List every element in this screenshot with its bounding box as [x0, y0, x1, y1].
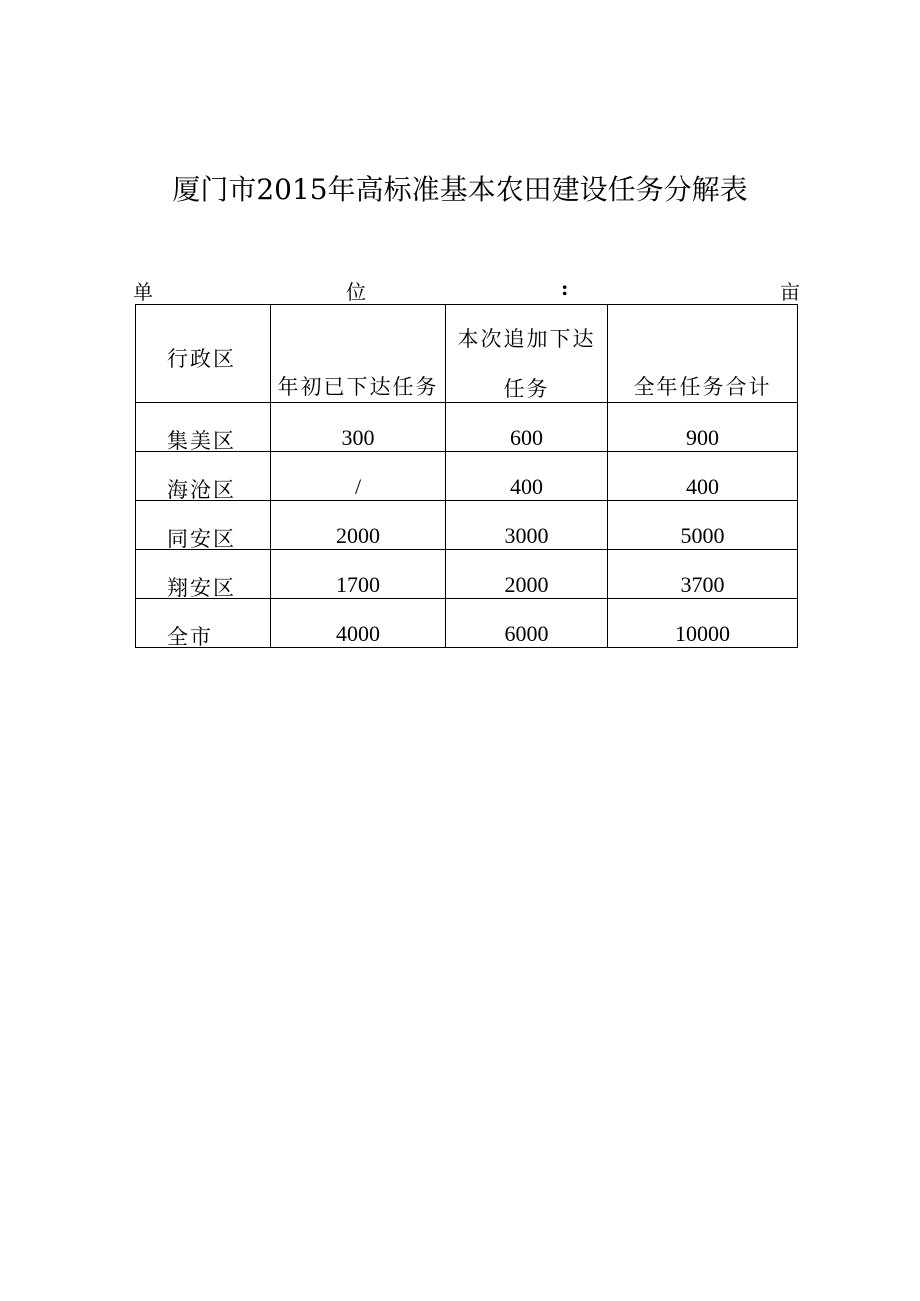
header-additional-line1: 本次追加下达 [457, 327, 596, 351]
cell-region [136, 501, 271, 550]
additional-value: 3000 [504, 523, 549, 548]
cell-additional [446, 599, 608, 648]
additional-value: 400 [510, 474, 543, 499]
table-row [136, 452, 798, 501]
cell-region [136, 550, 271, 599]
total-value: 400 [686, 474, 719, 499]
unit-colon: : [561, 276, 569, 300]
unit-value: 亩 [780, 280, 800, 304]
total-value: 10000 [675, 621, 730, 646]
additional-value: 600 [510, 425, 543, 450]
header-total: 全年任务合计 [633, 375, 772, 399]
cell-additional [446, 550, 608, 599]
additional-value: 2000 [504, 572, 549, 597]
document-title: 厦门市2015年高标准基本农田建设任务分解表 [172, 173, 748, 206]
table-row-total [136, 599, 798, 648]
unit-label-char-2: 位 [346, 280, 366, 304]
start-value: / [354, 474, 362, 499]
cell-start [271, 501, 446, 550]
additional-value: 6000 [504, 621, 549, 646]
cell-additional [446, 501, 608, 550]
cell-region [136, 599, 271, 648]
header-additional-line2: 任务 [503, 377, 550, 401]
region-name: 集美区 [167, 429, 236, 453]
header-cell-start [271, 305, 446, 403]
header-cell-total [608, 305, 798, 403]
cell-total [608, 550, 798, 599]
unit-label-char-1: 单 [133, 280, 153, 304]
header-region: 行政区 [167, 347, 236, 371]
start-value: 4000 [336, 621, 380, 646]
table-row [136, 501, 798, 550]
header-cell-additional [446, 305, 608, 403]
total-value: 3700 [680, 572, 725, 597]
cell-start [271, 550, 446, 599]
cell-total [608, 403, 798, 452]
cell-start [271, 452, 446, 501]
header-start-of-year: 年初已下达任务 [277, 375, 439, 399]
start-value: 300 [341, 425, 375, 450]
start-value: 1700 [336, 572, 380, 597]
cell-total [608, 599, 798, 648]
total-value: 5000 [680, 523, 725, 548]
cell-start [271, 599, 446, 648]
cell-region [136, 403, 271, 452]
cell-total [608, 452, 798, 501]
header-cell-region [136, 305, 271, 403]
cell-start [271, 403, 446, 452]
region-name: 同安区 [167, 527, 236, 551]
region-name: 海沧区 [167, 478, 236, 502]
task-table [135, 304, 798, 648]
cell-region [136, 452, 271, 501]
table-row [136, 403, 798, 452]
cell-additional [446, 452, 608, 501]
unit-line [133, 276, 800, 304]
table-header-row [136, 305, 798, 403]
total-value: 900 [686, 425, 719, 450]
table-row [136, 550, 798, 599]
start-value: 2000 [336, 523, 380, 548]
region-name: 翔安区 [167, 576, 236, 600]
region-name: 全市 [167, 625, 213, 649]
cell-total [608, 501, 798, 550]
cell-additional [446, 403, 608, 452]
